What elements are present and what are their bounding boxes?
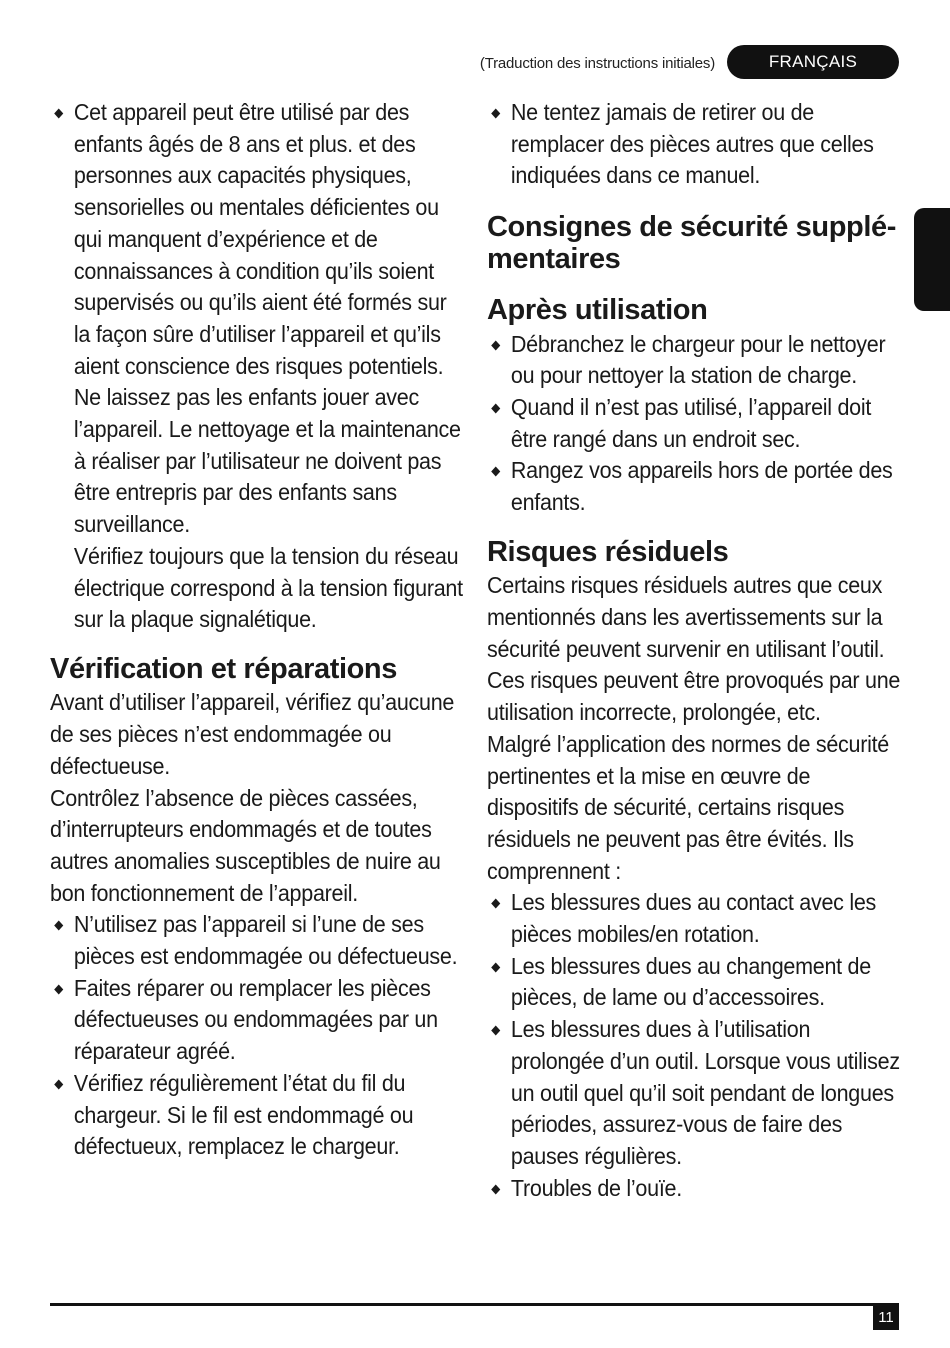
diamond-bullet-icon xyxy=(491,404,500,414)
after-use-list xyxy=(487,329,906,519)
list-item xyxy=(487,392,906,455)
list-item xyxy=(50,97,463,636)
verification-bullet-text: N’utilisez pas l’appareil si l’une de ses pièces est endommagée ou défectueuse. xyxy=(73,911,458,970)
list-item xyxy=(487,329,906,392)
intro-bullet-text: Cet appareil peut être utilisé par des enfants âgés de 8 ans et plus. et des personnes aux capacités physiques, sensorielles ou mentales déficientes ou qui manquent d’expérience et de connaissances à condition qu’ils soient supervisés ou qu’ils aient été formés sur la façon sûre d’utiliser l’appareil et qu’ils aient conscience des risques potentiels. Ne laissez pas les enfants jouer avec l’appareil. Le nettoyage et la maintenance à réaliser par l’utilisateur ne doivent pas être entrepris par des enfants sans surveillance. xyxy=(73,99,461,538)
list-item xyxy=(487,97,906,192)
list-item xyxy=(487,887,906,950)
list-item xyxy=(50,909,463,972)
diamond-bullet-icon xyxy=(491,109,500,119)
residual-risks-heading: Risques résiduels xyxy=(487,535,729,568)
top-list xyxy=(487,97,906,192)
language-badge: FRANÇAIS xyxy=(727,45,899,79)
residual-paragraph-2: Malgré l’application des normes de sécurité pertinentes et la mise en œuvre de dispositifs de sécurité, certains risques résiduels ne peuvent pas être évités. Ils comprennent : xyxy=(487,730,889,884)
diamond-bullet-icon xyxy=(491,467,500,477)
verification-paragraph-1: Avant d’utiliser l’appareil, vérifiez qu’aucune de ses pièces n’est endommagée ou défectueuse. xyxy=(50,689,455,779)
verification-bullet-text: Faites réparer ou remplacer les pièces défectueuses ou endommagées par un réparateur agréé. xyxy=(73,974,438,1065)
diamond-bullet-icon xyxy=(54,921,63,931)
list-item xyxy=(487,951,906,1014)
section-thumb-tab xyxy=(914,208,950,311)
residual-bullet-text: Les blessures dues au changement de pièces, de lame ou d’accessoires. xyxy=(510,952,871,1011)
after-use-bullet-text: Débranchez le chargeur pour le nettoyer ou pour nettoyer la station de charge. xyxy=(510,330,886,389)
residual-bullet-text: Les blessures dues au contact avec les pièces mobiles/en rotation. xyxy=(510,889,877,948)
residual-paragraph-1: Certains risques résiduels autres que ceux mentionnés dans les avertissements sur la sécurité peuvent survenir en utilisant l’outil. Ces risques peuvent être provoqués par une utilisation incorrecte, prolongée, etc. xyxy=(487,572,901,726)
right-column xyxy=(487,97,905,1204)
verification-paragraph-2: Contrôlez l’absence de pièces cassées, d’interrupteurs endommagés et de toutes autres anomalies susceptibles de nuire au bon fonctionnement de l’appareil. xyxy=(50,784,441,906)
verification-list xyxy=(50,909,463,1163)
page-number: 11 xyxy=(873,1305,899,1330)
diamond-bullet-icon xyxy=(491,1026,500,1036)
list-item xyxy=(487,455,906,518)
list-item xyxy=(50,973,463,1068)
left-column xyxy=(50,97,462,1163)
diamond-bullet-icon xyxy=(54,1079,63,1089)
after-use-bullet-text: Rangez vos appareils hors de portée des enfants. xyxy=(510,457,893,516)
footer-rule xyxy=(50,1303,899,1306)
list-item xyxy=(487,1014,906,1173)
list-item xyxy=(50,1068,463,1163)
after-use-heading: Après utilisation xyxy=(487,294,708,327)
residual-list xyxy=(487,887,906,1204)
verification-heading: Vérification et réparations xyxy=(50,652,397,685)
diamond-bullet-icon xyxy=(54,109,63,119)
translation-note: (Traduction des instructions initiales) xyxy=(479,55,715,72)
diamond-bullet-icon xyxy=(491,962,500,972)
supplementary-heading: Consignes de sécurité supplémentaires xyxy=(487,211,897,275)
after-use-bullet-text: Quand il n’est pas utilisé, l’appareil doit être rangé dans un endroit sec. xyxy=(510,394,872,452)
intro-continuation-text: Vérifiez toujours que la tension du réseau électrique correspond à la tension figurant sur la plaque signalétique. xyxy=(73,542,463,633)
diamond-bullet-icon xyxy=(491,1184,500,1194)
intro-list xyxy=(50,97,463,636)
list-item xyxy=(487,1173,906,1205)
diamond-bullet-icon xyxy=(491,899,500,909)
diamond-bullet-icon xyxy=(491,340,500,350)
diamond-bullet-icon xyxy=(54,984,63,994)
residual-bullet-text: Les blessures dues à l’utilisation prolongée d’un outil. Lorsque vous utilisez un outil quel qu’il soit pendant de longues périodes, assurez-vous de faire des pauses régulières. xyxy=(510,1016,900,1169)
top-bullet-text: Ne tentez jamais de retirer ou de remplacer des pièces autres que celles indiquées dans ce manuel. xyxy=(510,99,874,189)
verification-bullet-text: Vérifiez régulièrement l’état du fil du chargeur. Si le fil est endommagé ou défectueux, remplacez le chargeur. xyxy=(73,1069,414,1160)
residual-bullet-text: Troubles de l’ouïe. xyxy=(510,1174,682,1201)
